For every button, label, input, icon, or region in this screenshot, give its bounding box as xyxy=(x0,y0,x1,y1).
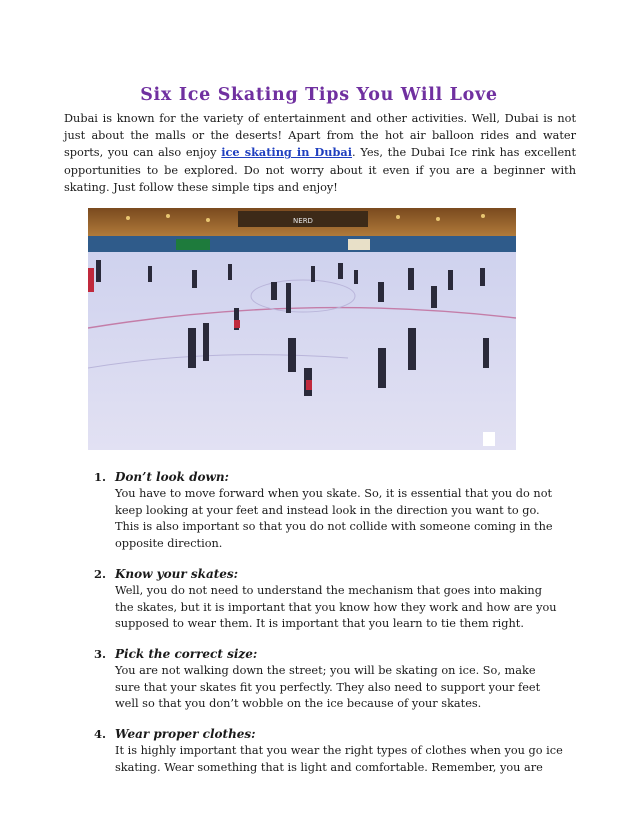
list-item xyxy=(64,566,564,633)
list-item xyxy=(64,469,564,553)
tip-number: 3. xyxy=(94,646,107,661)
tip-title: Know your skates: xyxy=(115,566,239,581)
tip-number: 4. xyxy=(94,727,107,742)
intro-text-start: Dubai is known for the variety of entertainment and other activities. Well, Dubai is not just about the malls or the deserts! Apart from the hot air balloon rides and water sports, you can also enjoy xyxy=(64,112,576,160)
tip-body: Well, you do not need to understand the mechanism that goes into making the skates, but it is important that you know how they work and how are you supposed to wear them. It is important that you learn to tie them right. xyxy=(115,583,557,631)
tip-body: It is highly important that you wear the right types of clothes when you go ice skating. Wear something that is light and comfortable. Remember, you are xyxy=(115,744,563,774)
tip-body: You have to move forward when you skate. So, it is essential that you do not keep looking at your feet and instead look in the direction you want to go. This is also important so that you do not collide with someone coming in the opposite direction. xyxy=(115,487,553,551)
advert-board xyxy=(176,239,210,250)
page-title: Six Ice Skating Tips You Will Love xyxy=(140,84,498,105)
tip-title: Pick the correct size: xyxy=(115,646,258,661)
tip-body: You are not walking down the street; you will be skating on ice. So, make sure that your skates fit you perfectly. They also need to support your feet well so that you don’t wobble on the ice because of your skates. xyxy=(115,663,541,711)
rink-sign-text: NERD xyxy=(293,217,313,225)
tips-list xyxy=(64,469,564,789)
tip-title: Don’t look down: xyxy=(115,470,229,484)
ice-skating-link[interactable]: ice skating in Dubai xyxy=(221,145,353,160)
tip-number: 1. xyxy=(94,470,107,484)
ice-rink-photo xyxy=(88,208,516,450)
list-item xyxy=(64,646,564,713)
tip-title: Wear proper clothes: xyxy=(115,727,256,742)
tip-number: 2. xyxy=(94,566,107,581)
intro-paragraph xyxy=(64,110,576,196)
list-item xyxy=(64,726,564,776)
intro-text-end: . Yes, the Dubai Ice rink has excellent opportunities to be explored. Do not worry about it even if you are a beginner with skating. Just follow these simple tips and enjoy! xyxy=(64,146,576,194)
